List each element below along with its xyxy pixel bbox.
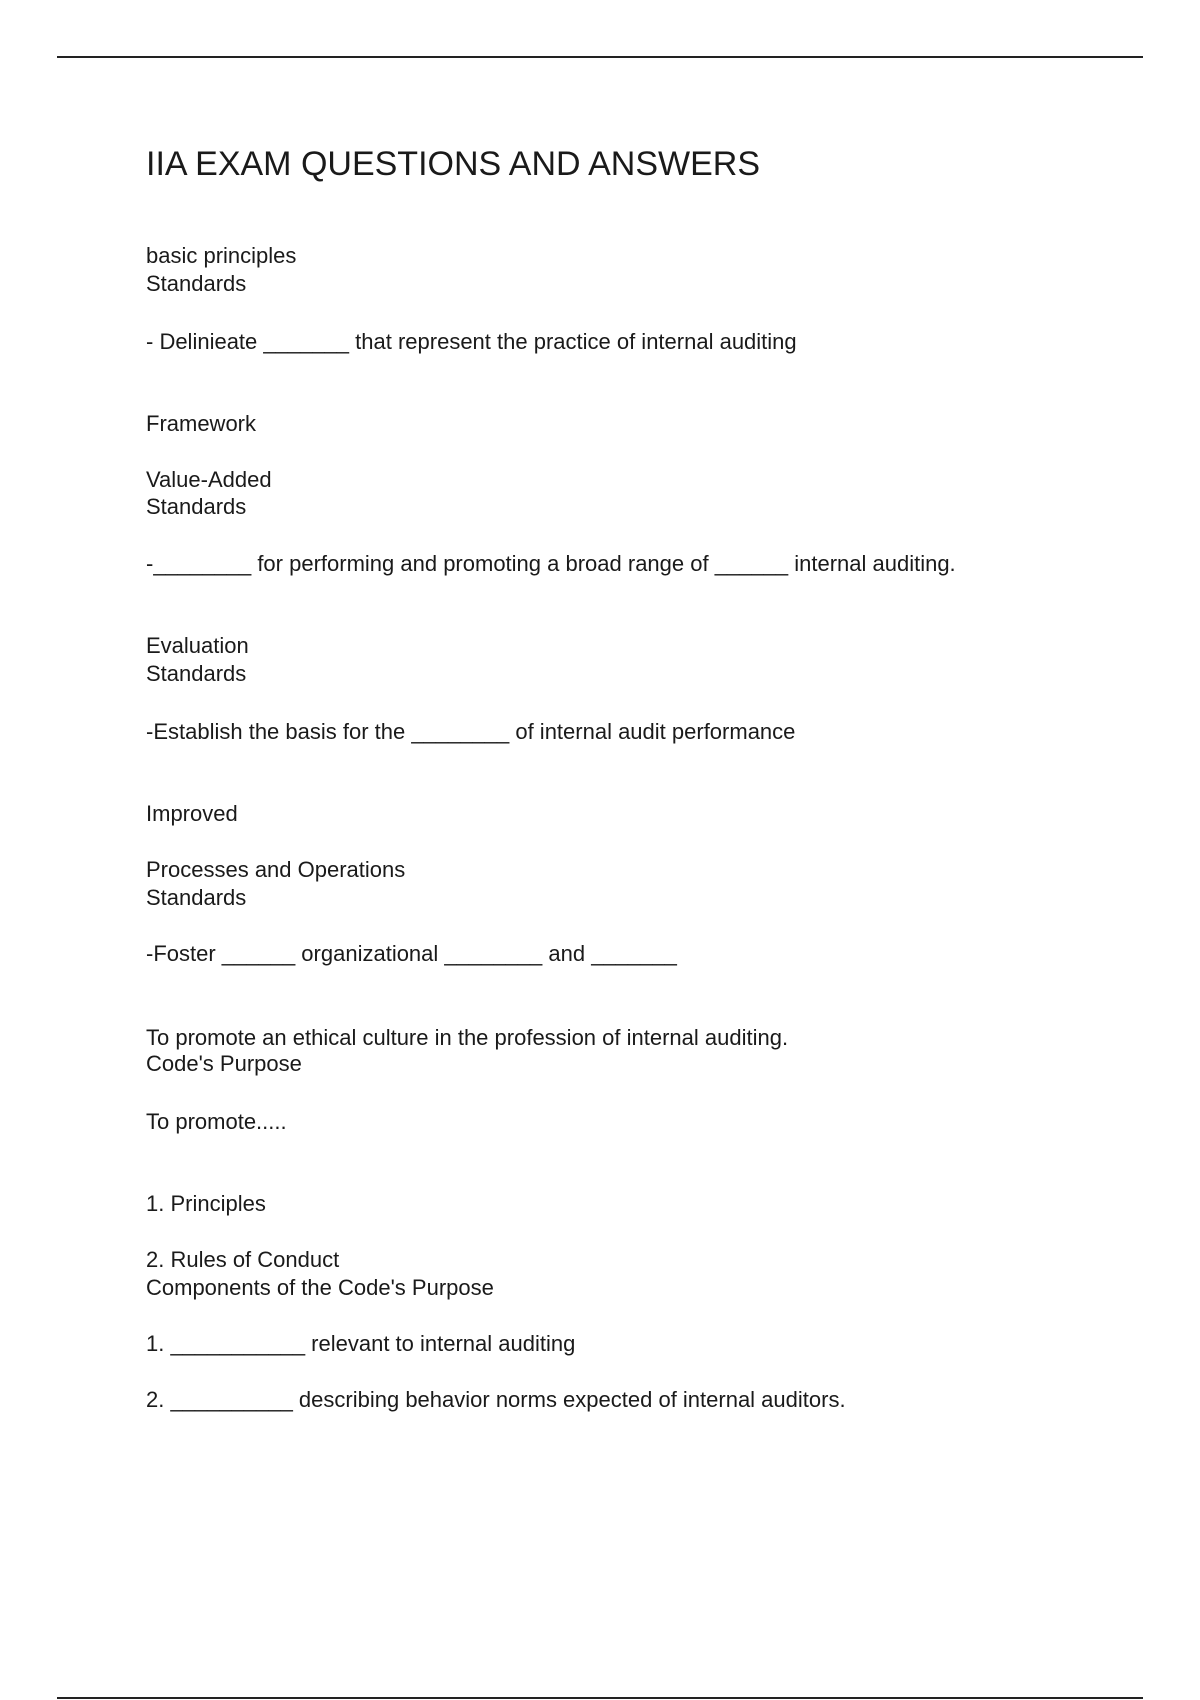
text-line: Standards [146, 271, 247, 296]
text-line: To promote..... [146, 1109, 287, 1134]
text-line: basic principles [146, 243, 297, 268]
text-line: 1. ___________ relevant to internal auditing [146, 1331, 576, 1356]
text-line: Standards [146, 494, 247, 519]
top-rule [57, 56, 1143, 58]
text-line: Standards [146, 661, 247, 686]
text-line: 2. Rules of Conduct [146, 1247, 340, 1272]
text-line: Framework [146, 411, 257, 436]
text-line: Code's Purpose [146, 1051, 302, 1076]
text-line: Improved [146, 801, 238, 826]
bottom-rule [57, 1697, 1143, 1699]
text-line: 1. Principles [146, 1191, 266, 1216]
text-line: Standards [146, 885, 247, 910]
text-line: -Foster ______ organizational ________ and _______ [146, 941, 677, 966]
text-line: 2. __________ describing behavior norms expected of internal auditors. [146, 1387, 846, 1412]
text-line: -Establish the basis for the ________ of internal audit performance [146, 719, 796, 744]
text-line: - Delinieate _______ that represent the practice of internal auditing [146, 329, 797, 354]
text-line: To promote an ethical culture in the profession of internal auditing. [146, 1025, 789, 1050]
text-line: Evaluation [146, 633, 249, 658]
text-line: Components of the Code's Purpose [146, 1275, 494, 1300]
text-line: Value-Added [146, 467, 272, 492]
text-line: -________ for performing and promoting a broad range of ______ internal auditing. [146, 551, 956, 576]
document-title: IIA EXAM QUESTIONS AND ANSWERS [146, 145, 761, 183]
text-line: Processes and Operations [146, 857, 406, 882]
